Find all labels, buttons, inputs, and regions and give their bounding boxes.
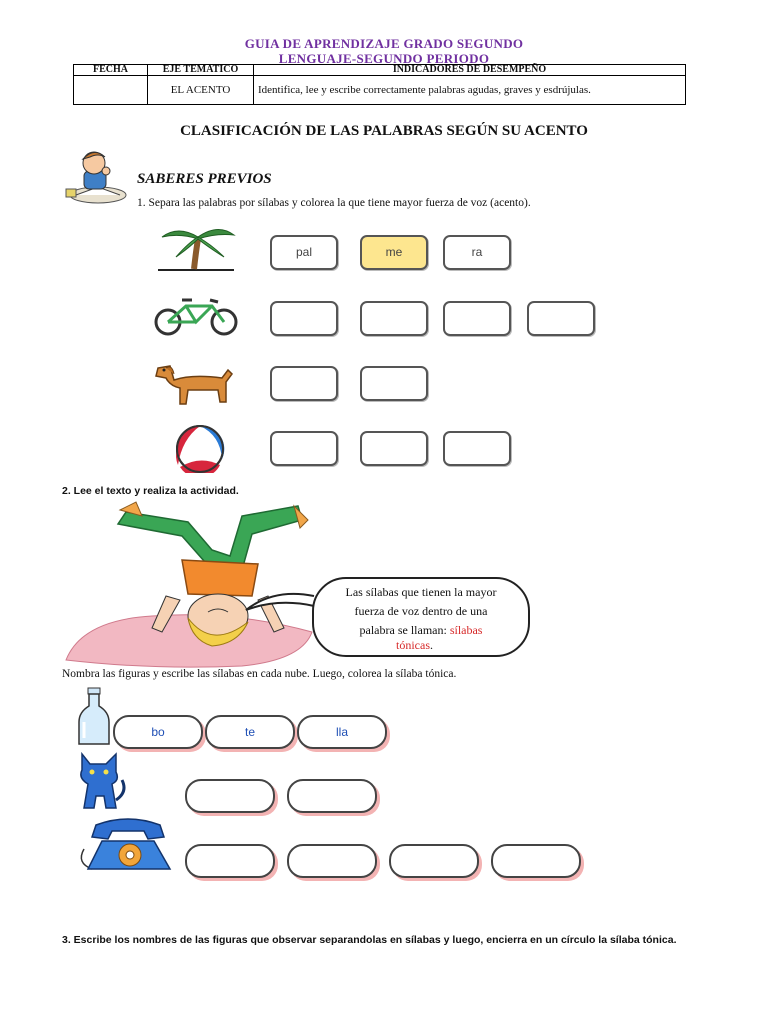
syllable-box-pal[interactable]: pal	[270, 235, 338, 270]
bubble-red-tonicas: tónicas	[396, 638, 430, 652]
speech-bubble-tail	[244, 586, 316, 616]
syllable-box-bicycle-4[interactable]	[527, 301, 595, 336]
syllable-box-ra[interactable]: ra	[443, 235, 511, 270]
instruction-2: 2. Lee el texto y realiza la actividad.	[62, 485, 239, 497]
cloud-bo[interactable]: bo	[113, 715, 203, 749]
bubble-dot: .	[430, 638, 433, 652]
cloud-te[interactable]: te	[205, 715, 295, 749]
saberes-previos-title: SABERES PREVIOS	[137, 171, 272, 187]
syllable-box-ball-2[interactable]	[360, 431, 428, 466]
syllable-box-bicycle-2[interactable]	[360, 301, 428, 336]
cloud-phone-2[interactable]	[287, 844, 377, 878]
instruction-2b: Nombra las figuras y escribe las sílabas en cada nube. Luego, colorea la sílaba tónica.	[62, 668, 457, 680]
boy-reading-icon	[62, 145, 128, 205]
meta-table	[73, 64, 686, 105]
instruction-1: 1. Separa las palabras por sílabas y colorea la que tiene mayor fuerza de voz (acento).	[137, 197, 531, 209]
cloud-phone-4[interactable]	[491, 844, 581, 878]
bubble-line-4	[396, 638, 433, 653]
bubble-red-silabas: sílabas	[449, 623, 483, 637]
beach-ball-icon	[164, 425, 236, 473]
meta-cell-fecha	[74, 76, 148, 105]
meta-header-indicadores: INDICADORES DE DESEMPEÑO	[254, 65, 686, 76]
cloud-cat-2[interactable]	[287, 779, 377, 813]
main-title: CLASIFICACIÓN DE LAS PALABRAS SEGÚN SU ACENTO	[180, 123, 588, 139]
cloud-cat-1[interactable]	[185, 779, 275, 813]
syllable-box-ball-3[interactable]	[443, 431, 511, 466]
meta-cell-eje: EL ACENTO	[148, 76, 254, 105]
syllable-box-ball-1[interactable]	[270, 431, 338, 466]
instruction-3: 3. Escribe los nombres de las figuras que observar separandolas en sílabas y luego, encierra en un círculo la sílaba tónica.	[62, 934, 677, 946]
handstand-child-illustration	[62, 500, 322, 670]
bicycle-icon	[152, 296, 240, 336]
syllable-box-bicycle-1[interactable]	[270, 301, 338, 336]
bubble-line-2: fuerza de voz dentro de una	[354, 604, 488, 618]
syllable-box-dog-2[interactable]	[360, 366, 428, 401]
cat-icon	[76, 750, 128, 812]
bubble-line-1: Las sílabas que tienen la mayor	[345, 585, 497, 599]
header-line-1: GUIA DE APRENDIZAJE GRADO SEGUNDO	[244, 36, 524, 51]
syllable-box-bicycle-3[interactable]	[443, 301, 511, 336]
meta-cell-indicadores: Identifica, lee y escribe correctamente palabras agudas, graves y esdrújulas.	[254, 76, 686, 105]
meta-header-eje: EJE TEMATICO	[148, 65, 254, 76]
meta-header-fecha: FECHA	[74, 65, 148, 76]
cloud-phone-3[interactable]	[389, 844, 479, 878]
telephone-icon	[78, 815, 178, 875]
header-line-2: LENGUAJE-SEGUNDO PERIODO	[278, 51, 490, 66]
syllable-box-dog-1[interactable]	[270, 366, 338, 401]
bottle-icon	[76, 686, 112, 748]
syllable-box-me[interactable]: me	[360, 235, 428, 270]
dog-icon	[152, 360, 242, 410]
cloud-lla[interactable]: lla	[297, 715, 387, 749]
palm-tree-icon	[158, 223, 238, 273]
cloud-phone-1[interactable]	[185, 844, 275, 878]
bubble-line-3: palabra se llaman:	[359, 623, 450, 637]
